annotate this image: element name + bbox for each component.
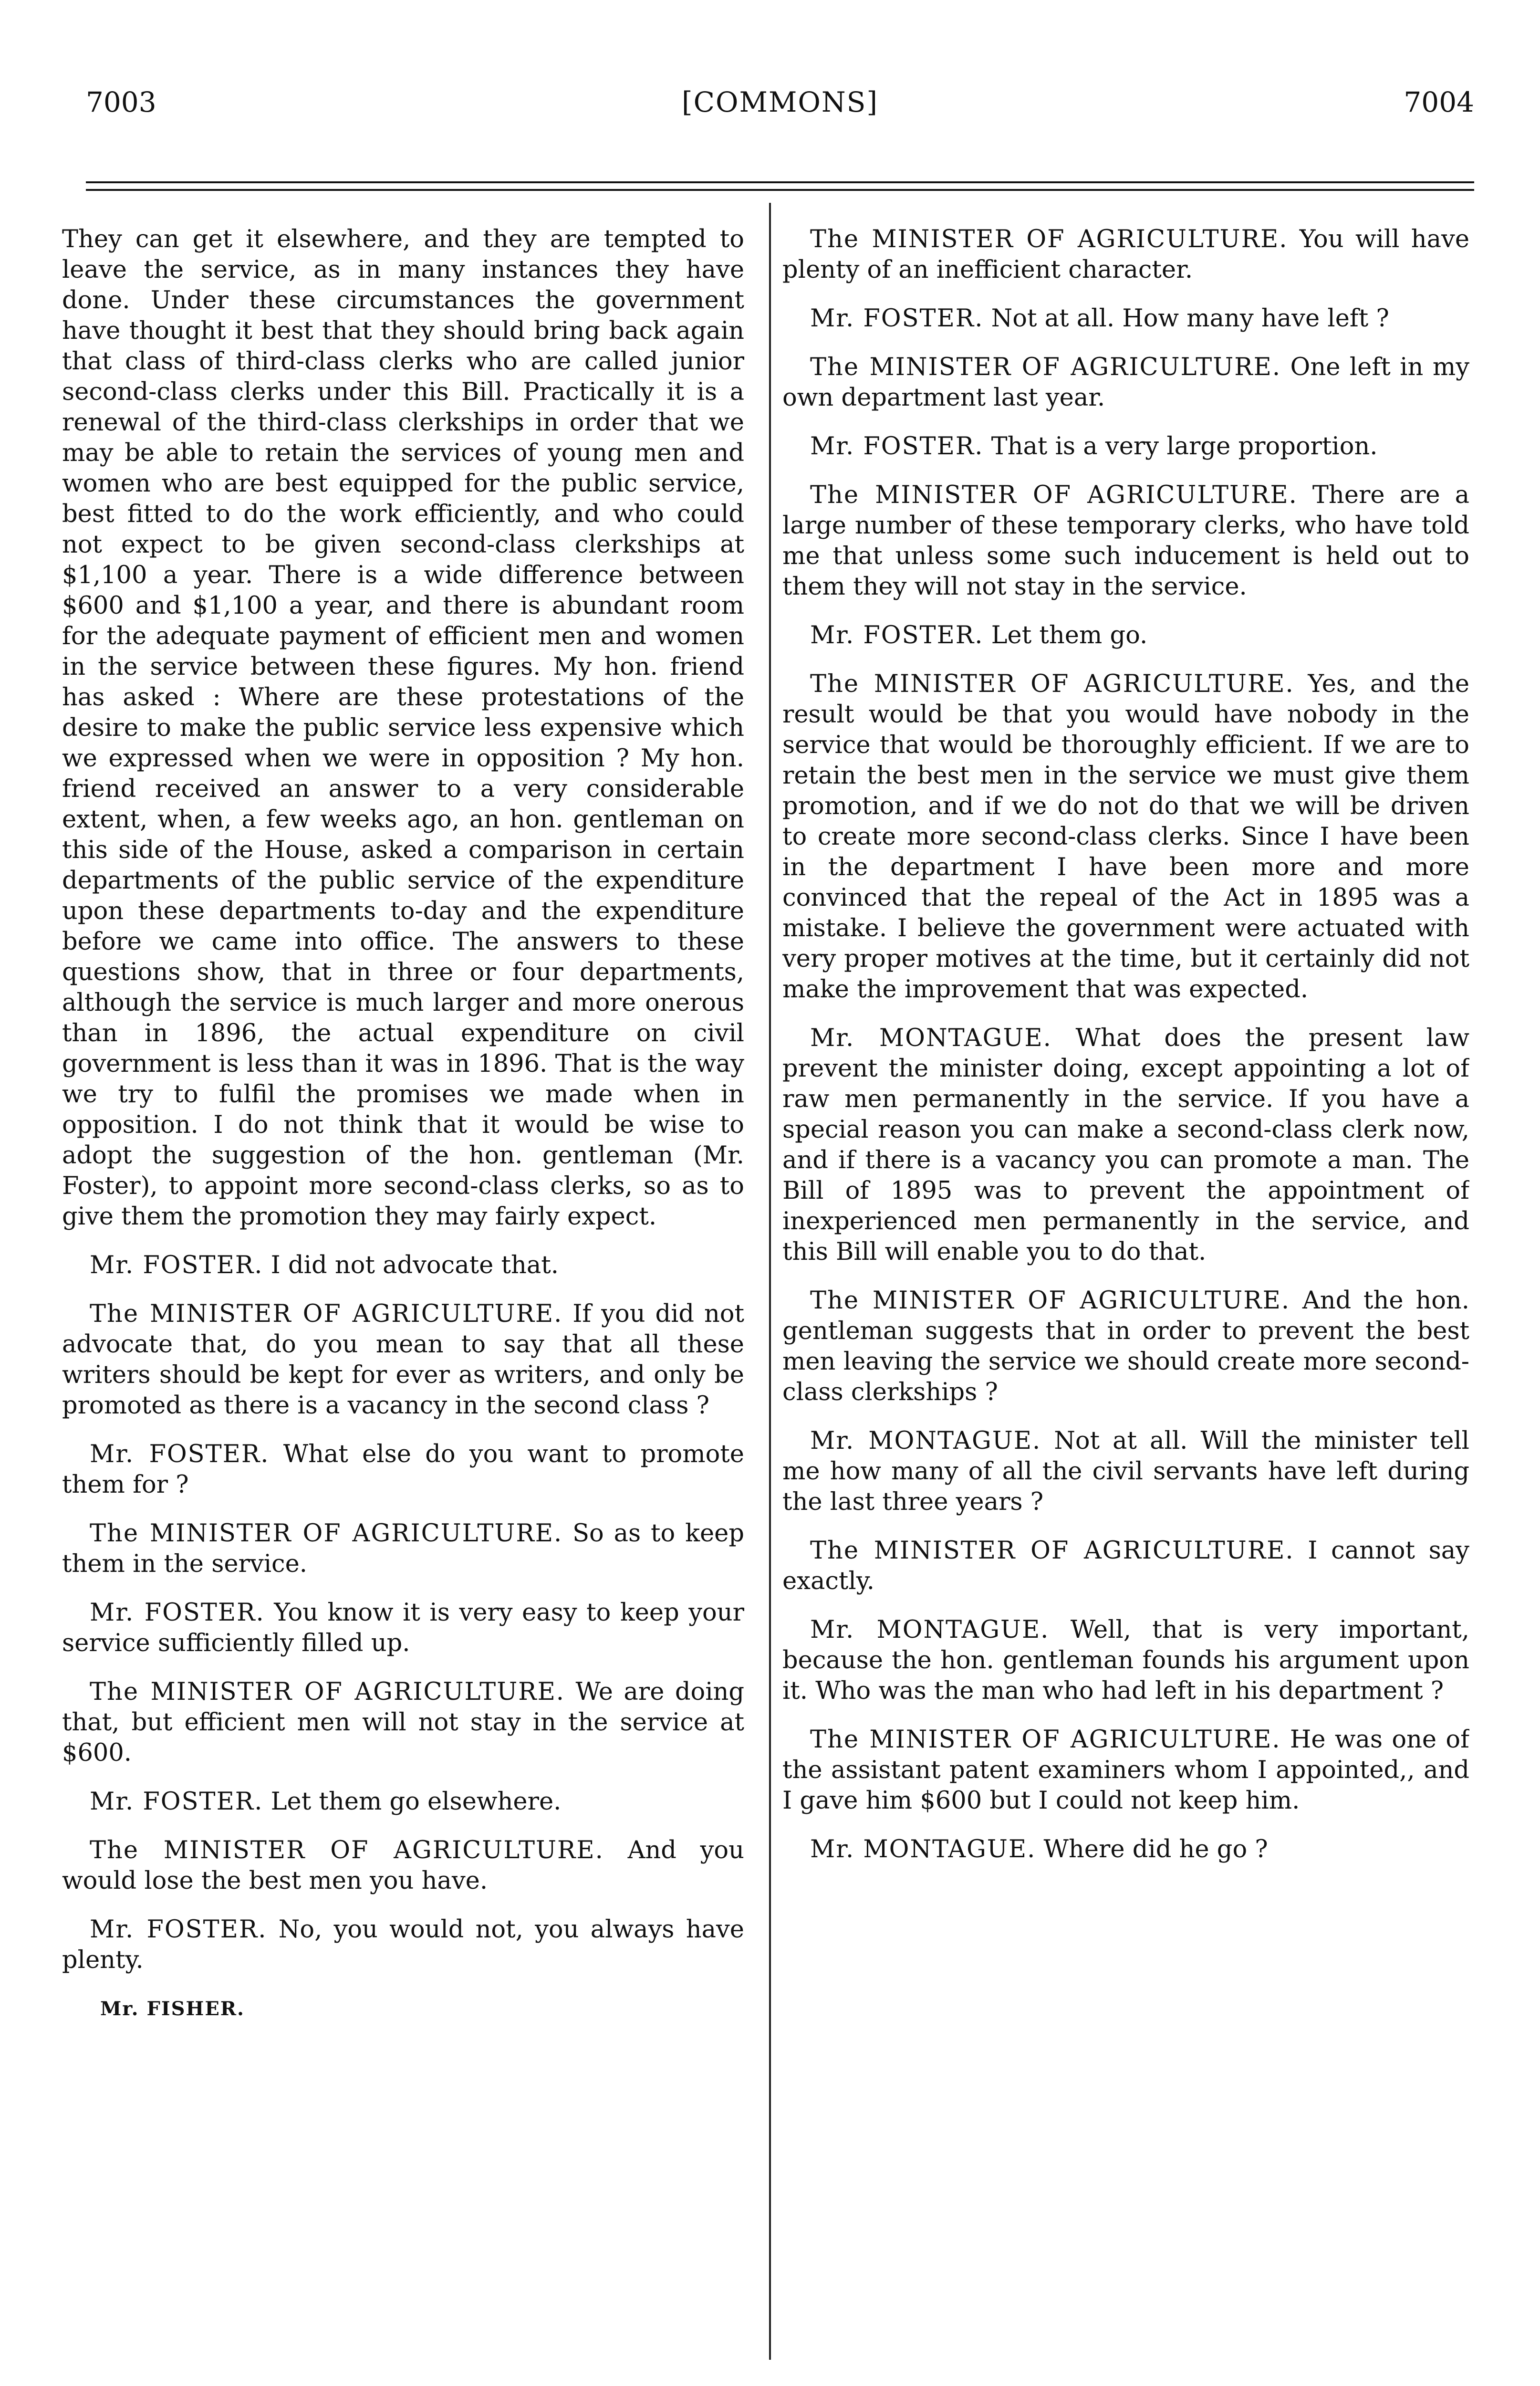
speech-paragraph — [62, 1250, 744, 1281]
speech-paragraph — [782, 1023, 1469, 1267]
speech-paragraph — [782, 620, 1469, 651]
speech-text: Not at all. Will the minister tell me how many of all the civil servants have left during the last three years ? — [782, 1427, 1469, 1516]
speaker-name: Mr. FOSTER. — [90, 1440, 270, 1468]
speaker-name: The MINISTER OF AGRICULTURE. — [810, 1537, 1294, 1565]
speech-paragraph — [62, 1787, 744, 1817]
speech-text: One left in my own department last year. — [782, 353, 1469, 412]
speaker-name: Mr. FOSTER. — [90, 1251, 263, 1279]
speech-paragraph — [782, 303, 1469, 334]
speech-paragraph — [782, 1725, 1469, 1816]
speech-text: Not at all. How many have left ? — [991, 304, 1389, 333]
speaker-name: Mr. FOSTER. — [810, 621, 984, 649]
speech-paragraph — [62, 1299, 744, 1421]
speech-text: I cannot say exactly. — [782, 1537, 1469, 1595]
speech-paragraph — [62, 1439, 744, 1500]
speech-paragraph — [62, 1677, 744, 1769]
speech-paragraph — [782, 480, 1469, 602]
speaker-name: Mr. MONTAGUE. — [810, 1427, 1041, 1455]
speaker-name: Mr. FOSTER. — [90, 1599, 265, 1627]
left-column — [62, 224, 744, 2386]
speech-text: So as to keep them in the service. — [62, 1519, 744, 1578]
speech-paragraph — [782, 224, 1469, 285]
speech-text: You will have plenty of an inefficient character. — [782, 225, 1469, 284]
speaker-name: The MINISTER OF AGRICULTURE. — [90, 1300, 563, 1328]
footer-speaker: Mr. FISHER. — [100, 1998, 245, 2020]
page-number-right: 7004 — [1404, 86, 1474, 118]
speech-text: That is a very large proportion. — [991, 432, 1378, 460]
speech-paragraph — [62, 1598, 744, 1659]
right-column — [782, 224, 1469, 2386]
speaker-name: The MINISTER OF AGRICULTURE. — [90, 1836, 604, 1864]
speech-text: What else do you want to promote them for ? — [62, 1440, 744, 1499]
speech-paragraph — [782, 431, 1469, 462]
running-head: [COMMONS] — [682, 86, 878, 118]
speaker-name: The MINISTER OF AGRICULTURE. — [90, 1678, 565, 1706]
speaker-name: The MINISTER OF AGRICULTURE. — [810, 670, 1294, 698]
speech-text: No, you would not, you always have plenty. — [62, 1915, 744, 1974]
speaker-name: The MINISTER OF AGRICULTURE. — [810, 353, 1281, 381]
speech-text: They can get it elsewhere, and they are tempted to leave the service, as in many instances they have done. Under these circumstances the government have thought it best that they should bring back again that class of third-class clerks who are called junior second-class clerks under this Bill. Practically it is a renewal of the third-class clerkships in order that we may be able to retain the services of young men and women who are best equipped for the public service, best fitted to do the work efficiently, and who could not expect to be given second-class clerkships at $1,100 a year. There is a wide difference between $600 and $1,100 a year, and there is abundant room for the adequate payment of efficient men and women in the service between these figures. My hon. friend has asked : Where are these protestations of the desire to make the public service less expensive which we expressed when we were in opposition ? My hon. friend received an answer to a very considerable extent, when, a few weeks ago, an hon. gentleman on this side of the House, asked a comparison in certain departments of the public service of the expenditure upon these departments to-day and the expenditure before we came into office. The answers to these questions show, that in three or four departments, although the service is much larger and more onerous than in 1896, the actual expenditure on civil government is less than it was in 1896. That is the way we try to fulfil the promises we made when in opposition. I do not think that it would be wise to adopt the suggestion of the hon. gentleman (Mr. Foster), to appoint more second-class clerks, so as to give them the promotion they may fairly expect. — [62, 225, 744, 1231]
speech-text: Let them go elsewhere. — [271, 1788, 562, 1816]
speech-paragraph — [782, 1834, 1469, 1865]
speech-paragraph — [62, 1835, 744, 1896]
speaker-name: Mr. FOSTER. — [90, 1788, 263, 1816]
speech-text: If you did not advocate that, do you mean to say that all these writers should be kept for ever as writers, and only be promoted as there is a vacancy in the second class ? — [62, 1300, 744, 1420]
speaker-name: The MINISTER OF AGRICULTURE. — [90, 1519, 563, 1548]
header-rule-bottom — [86, 189, 1474, 191]
speech-text: I did not advocate that. — [271, 1251, 559, 1279]
speech-text: He was one of the assistant patent examiners whom I appointed,, and I gave him $600 but I could not keep him. — [782, 1726, 1469, 1815]
speech-text: We are doing that, but efficient men will not stay in the service at $600. — [62, 1678, 744, 1767]
speaker-name: The MINISTER OF AGRICULTURE. — [810, 481, 1298, 509]
speech-paragraph — [782, 352, 1469, 413]
page-number-left: 7003 — [86, 86, 156, 118]
speech-paragraph — [62, 1518, 744, 1580]
header-rule-top — [86, 181, 1474, 183]
speaker-name: Mr. MONTAGUE. — [810, 1616, 1050, 1644]
speech-text: Well, that is very important, because the hon. gentleman founds his argument upon it. Who was the man who had left in his department ? — [782, 1616, 1469, 1705]
speech-text: Where did he go ? — [1043, 1835, 1268, 1863]
page-header — [86, 86, 1474, 143]
speech-text: There are a large number of these temporary clerks, who have told me that unless some such inducement is held out to them they will not stay in the service. — [782, 481, 1469, 601]
speaker-name: The MINISTER OF AGRICULTURE. — [810, 1726, 1281, 1754]
column-divider — [769, 203, 771, 2360]
speech-paragraph — [62, 224, 744, 1232]
speech-text: Let them go. — [991, 621, 1148, 649]
speech-paragraph — [62, 1915, 744, 1976]
speech-paragraph — [782, 669, 1469, 1005]
speaker-name: The MINISTER OF AGRICULTURE. — [810, 225, 1288, 253]
speaker-name: Mr. FOSTER. — [810, 304, 984, 333]
speech-text: Yes, and the result would be that you would have nobody in the service that would be thoroughly efficient. If we are to retain the best men in the service we must give them promotion, and if we do not do that we will be driven to create more second-class clerks. Since I have been in the department I have been more and more convinced that the repeal of the Act in 1895 was a mistake. I believe the government were actuated with very proper motives at the time, but it certainly did not make the improvement that was expected. — [782, 670, 1469, 1004]
speaker-name: Mr. MONTAGUE. — [810, 1835, 1036, 1863]
speech-text: And the hon. gentleman suggests that in order to prevent the best men leaving the service we should create more second-class clerkships ? — [782, 1287, 1469, 1406]
speech-text: And you would lose the best men you have. — [62, 1836, 744, 1895]
speaker-name: Mr. FOSTER. — [810, 432, 984, 460]
speaker-name: Mr. FOSTER. — [90, 1915, 267, 1944]
speech-text: You know it is very easy to keep your service sufficiently filled up. — [62, 1599, 744, 1657]
speech-paragraph — [782, 1286, 1469, 1408]
speech-paragraph — [782, 1426, 1469, 1517]
speech-paragraph — [782, 1536, 1469, 1597]
speech-paragraph — [782, 1615, 1469, 1706]
speaker-name: Mr. MONTAGUE. — [810, 1024, 1052, 1052]
speech-text: What does the present law prevent the minister doing, except appointing a lot of raw men permanently in the service. If you have a special reason you can make a second-class clerk now, and if there is a vacancy you can promote a man. The Bill of 1895 was to prevent the appointment of inexperienced men permanently in the service, and this Bill will enable you to do that. — [782, 1024, 1469, 1266]
speaker-name: The MINISTER OF AGRICULTURE. — [810, 1287, 1290, 1315]
